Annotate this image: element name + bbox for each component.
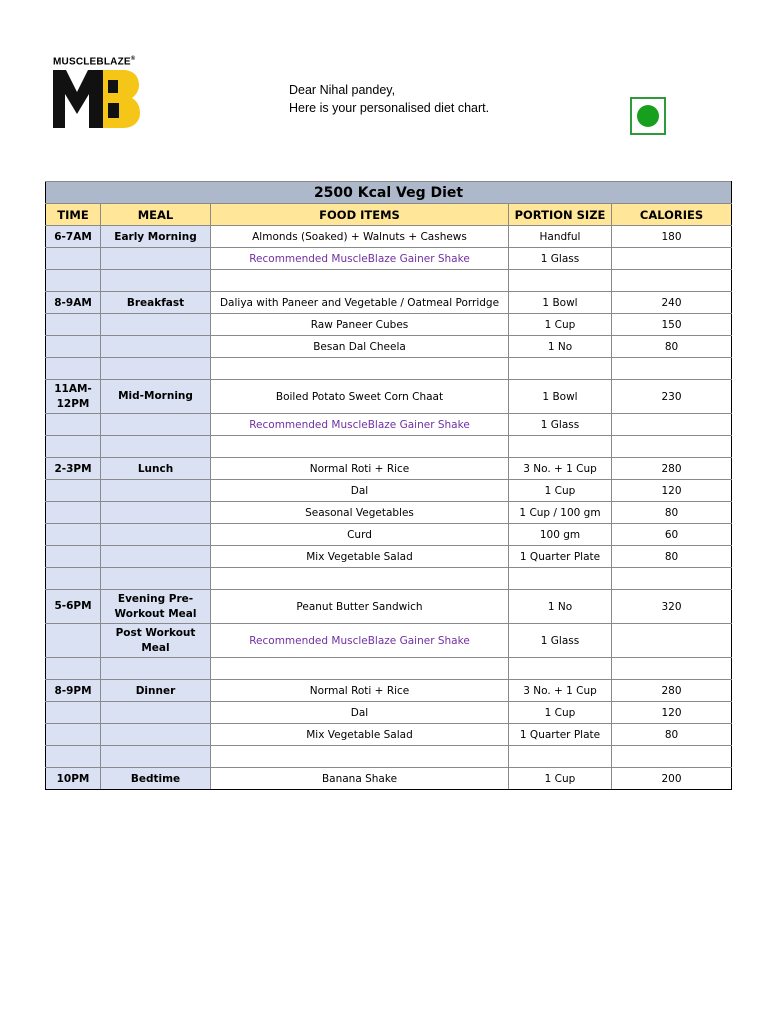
meal-cell (101, 480, 211, 502)
meal-cell: Breakfast (101, 292, 211, 314)
portion-size-cell: 1 Cup (509, 314, 612, 336)
food-item-cell (211, 270, 509, 292)
time-cell (46, 524, 101, 546)
logo-wordmark: MUSCLEBLAZE® (53, 56, 136, 68)
portion-size-cell: 1 Cup / 100 gm (509, 502, 612, 524)
mb-logo-icon (53, 70, 141, 130)
time-cell: 6-7AM (46, 226, 101, 248)
calories-cell (612, 358, 732, 380)
table-row (46, 680, 732, 702)
time-cell (46, 546, 101, 568)
table-row (46, 480, 732, 502)
time-cell (46, 270, 101, 292)
calories-cell (612, 436, 732, 458)
portion-size-cell: 1 Bowl (509, 292, 612, 314)
time-cell: 8-9AM (46, 292, 101, 314)
calories-cell: 280 (612, 680, 732, 702)
portion-size-cell: 3 No. + 1 Cup (509, 458, 612, 480)
diet-chart-table (45, 181, 732, 790)
veg-dot (637, 105, 659, 127)
food-item-cell: Peanut Butter Sandwich (211, 590, 509, 624)
portion-size-cell: 1 Glass (509, 414, 612, 436)
table-row (46, 658, 732, 680)
food-item-cell: Raw Paneer Cubes (211, 314, 509, 336)
meal-cell (101, 502, 211, 524)
time-cell (46, 624, 101, 658)
time-cell (46, 480, 101, 502)
veg-mark-icon (630, 97, 666, 135)
food-item-cell: Almonds (Soaked) + Walnuts + Cashews (211, 226, 509, 248)
meal-cell: Mid-Morning (101, 380, 211, 414)
food-item-cell: Seasonal Vegetables (211, 502, 509, 524)
food-item-cell: Recommended MuscleBlaze Gainer Shake (211, 414, 509, 436)
calories-cell (612, 248, 732, 270)
diet-table-body (46, 226, 732, 790)
food-item-cell (211, 658, 509, 680)
calories-cell: 80 (612, 546, 732, 568)
time-cell: 11AM-12PM (46, 380, 101, 414)
food-item-cell: Besan Dal Cheela (211, 336, 509, 358)
calories-cell: 320 (612, 590, 732, 624)
muscleblaze-logo (53, 56, 143, 134)
diet-title: 2500 Kcal Veg Diet (46, 182, 732, 204)
calories-cell: 80 (612, 724, 732, 746)
table-row (46, 248, 732, 270)
calories-cell: 180 (612, 226, 732, 248)
portion-size-cell: Handful (509, 226, 612, 248)
calories-cell (612, 746, 732, 768)
portion-size-cell (509, 568, 612, 590)
meal-cell (101, 414, 211, 436)
table-row (46, 702, 732, 724)
portion-size-cell: 1 Bowl (509, 380, 612, 414)
table-row (46, 458, 732, 480)
calories-cell: 120 (612, 480, 732, 502)
time-cell (46, 414, 101, 436)
portion-size-cell: 1 Quarter Plate (509, 546, 612, 568)
food-item-cell (211, 746, 509, 768)
meal-cell (101, 358, 211, 380)
meal-cell (101, 658, 211, 680)
table-row (46, 768, 732, 790)
table-title-row (46, 182, 732, 204)
table-row (46, 590, 732, 624)
meal-cell (101, 724, 211, 746)
meal-cell: Evening Pre-Workout Meal (101, 590, 211, 624)
meal-cell: Dinner (101, 680, 211, 702)
time-cell (46, 702, 101, 724)
meal-cell (101, 746, 211, 768)
time-cell (46, 358, 101, 380)
table-row (46, 226, 732, 248)
time-cell (46, 502, 101, 524)
meal-cell (101, 568, 211, 590)
time-cell (46, 336, 101, 358)
meal-cell (101, 524, 211, 546)
calories-cell (612, 624, 732, 658)
food-item-cell: Daliya with Paneer and Vegetable / Oatmeal Porridge (211, 292, 509, 314)
time-cell (46, 568, 101, 590)
table-row (46, 502, 732, 524)
calories-cell: 280 (612, 458, 732, 480)
meal-cell (101, 270, 211, 292)
calories-cell: 80 (612, 502, 732, 524)
time-cell: 8-9PM (46, 680, 101, 702)
portion-size-cell (509, 658, 612, 680)
meal-cell (101, 702, 211, 724)
header-calories: CALORIES (612, 204, 732, 226)
food-item-cell (211, 358, 509, 380)
meal-cell (101, 314, 211, 336)
time-cell (46, 248, 101, 270)
table-row (46, 336, 732, 358)
greeting-salutation: Dear Nihal pandey, (289, 83, 396, 97)
calories-cell (612, 658, 732, 680)
food-item-cell: Curd (211, 524, 509, 546)
calories-cell: 120 (612, 702, 732, 724)
table-row (46, 292, 732, 314)
table-row (46, 546, 732, 568)
table-row (46, 746, 732, 768)
portion-size-cell (509, 270, 612, 292)
meal-cell (101, 248, 211, 270)
time-cell (46, 658, 101, 680)
time-cell (46, 436, 101, 458)
portion-size-cell: 1 Glass (509, 624, 612, 658)
portion-size-cell (509, 436, 612, 458)
meal-cell: Bedtime (101, 768, 211, 790)
header-time: TIME (46, 204, 101, 226)
food-item-cell (211, 436, 509, 458)
table-row (46, 436, 732, 458)
time-cell: 10PM (46, 768, 101, 790)
calories-cell: 230 (612, 380, 732, 414)
header-portion-size: PORTION SIZE (509, 204, 612, 226)
table-row (46, 568, 732, 590)
portion-size-cell: 1 Cup (509, 480, 612, 502)
food-item-cell: Dal (211, 702, 509, 724)
meal-cell: Lunch (101, 458, 211, 480)
calories-cell: 240 (612, 292, 732, 314)
meal-cell (101, 336, 211, 358)
header-meal: MEAL (101, 204, 211, 226)
time-cell: 2-3PM (46, 458, 101, 480)
portion-size-cell: 1 Quarter Plate (509, 724, 612, 746)
food-item-cell: Recommended MuscleBlaze Gainer Shake (211, 624, 509, 658)
portion-size-cell: 1 Cup (509, 768, 612, 790)
time-cell (46, 314, 101, 336)
calories-cell: 80 (612, 336, 732, 358)
greeting (289, 81, 489, 117)
food-item-cell: Boiled Potato Sweet Corn Chaat (211, 380, 509, 414)
portion-size-cell: 100 gm (509, 524, 612, 546)
portion-size-cell (509, 358, 612, 380)
portion-size-cell: 1 Cup (509, 702, 612, 724)
food-item-cell: Banana Shake (211, 768, 509, 790)
food-item-cell: Recommended MuscleBlaze Gainer Shake (211, 248, 509, 270)
calories-cell (612, 270, 732, 292)
food-item-cell: Mix Vegetable Salad (211, 724, 509, 746)
time-cell (46, 746, 101, 768)
table-row (46, 724, 732, 746)
table-row (46, 624, 732, 658)
portion-size-cell (509, 746, 612, 768)
food-item-cell (211, 568, 509, 590)
calories-cell: 60 (612, 524, 732, 546)
table-row (46, 270, 732, 292)
calories-cell: 150 (612, 314, 732, 336)
calories-cell (612, 568, 732, 590)
food-item-cell: Normal Roti + Rice (211, 680, 509, 702)
meal-cell: Early Morning (101, 226, 211, 248)
food-item-cell: Mix Vegetable Salad (211, 546, 509, 568)
table-row (46, 380, 732, 414)
meal-cell (101, 436, 211, 458)
table-header-row (46, 204, 732, 226)
table-row (46, 358, 732, 380)
portion-size-cell: 3 No. + 1 Cup (509, 680, 612, 702)
portion-size-cell: 1 No (509, 590, 612, 624)
meal-cell: Post Workout Meal (101, 624, 211, 658)
table-row (46, 414, 732, 436)
time-cell: 5-6PM (46, 590, 101, 624)
portion-size-cell: 1 Glass (509, 248, 612, 270)
header-food-items: FOOD ITEMS (211, 204, 509, 226)
greeting-message: Here is your personalised diet chart. (289, 101, 490, 115)
time-cell (46, 724, 101, 746)
table-row (46, 314, 732, 336)
calories-cell (612, 414, 732, 436)
calories-cell: 200 (612, 768, 732, 790)
food-item-cell: Dal (211, 480, 509, 502)
food-item-cell: Normal Roti + Rice (211, 458, 509, 480)
table-row (46, 524, 732, 546)
portion-size-cell: 1 No (509, 336, 612, 358)
meal-cell (101, 546, 211, 568)
